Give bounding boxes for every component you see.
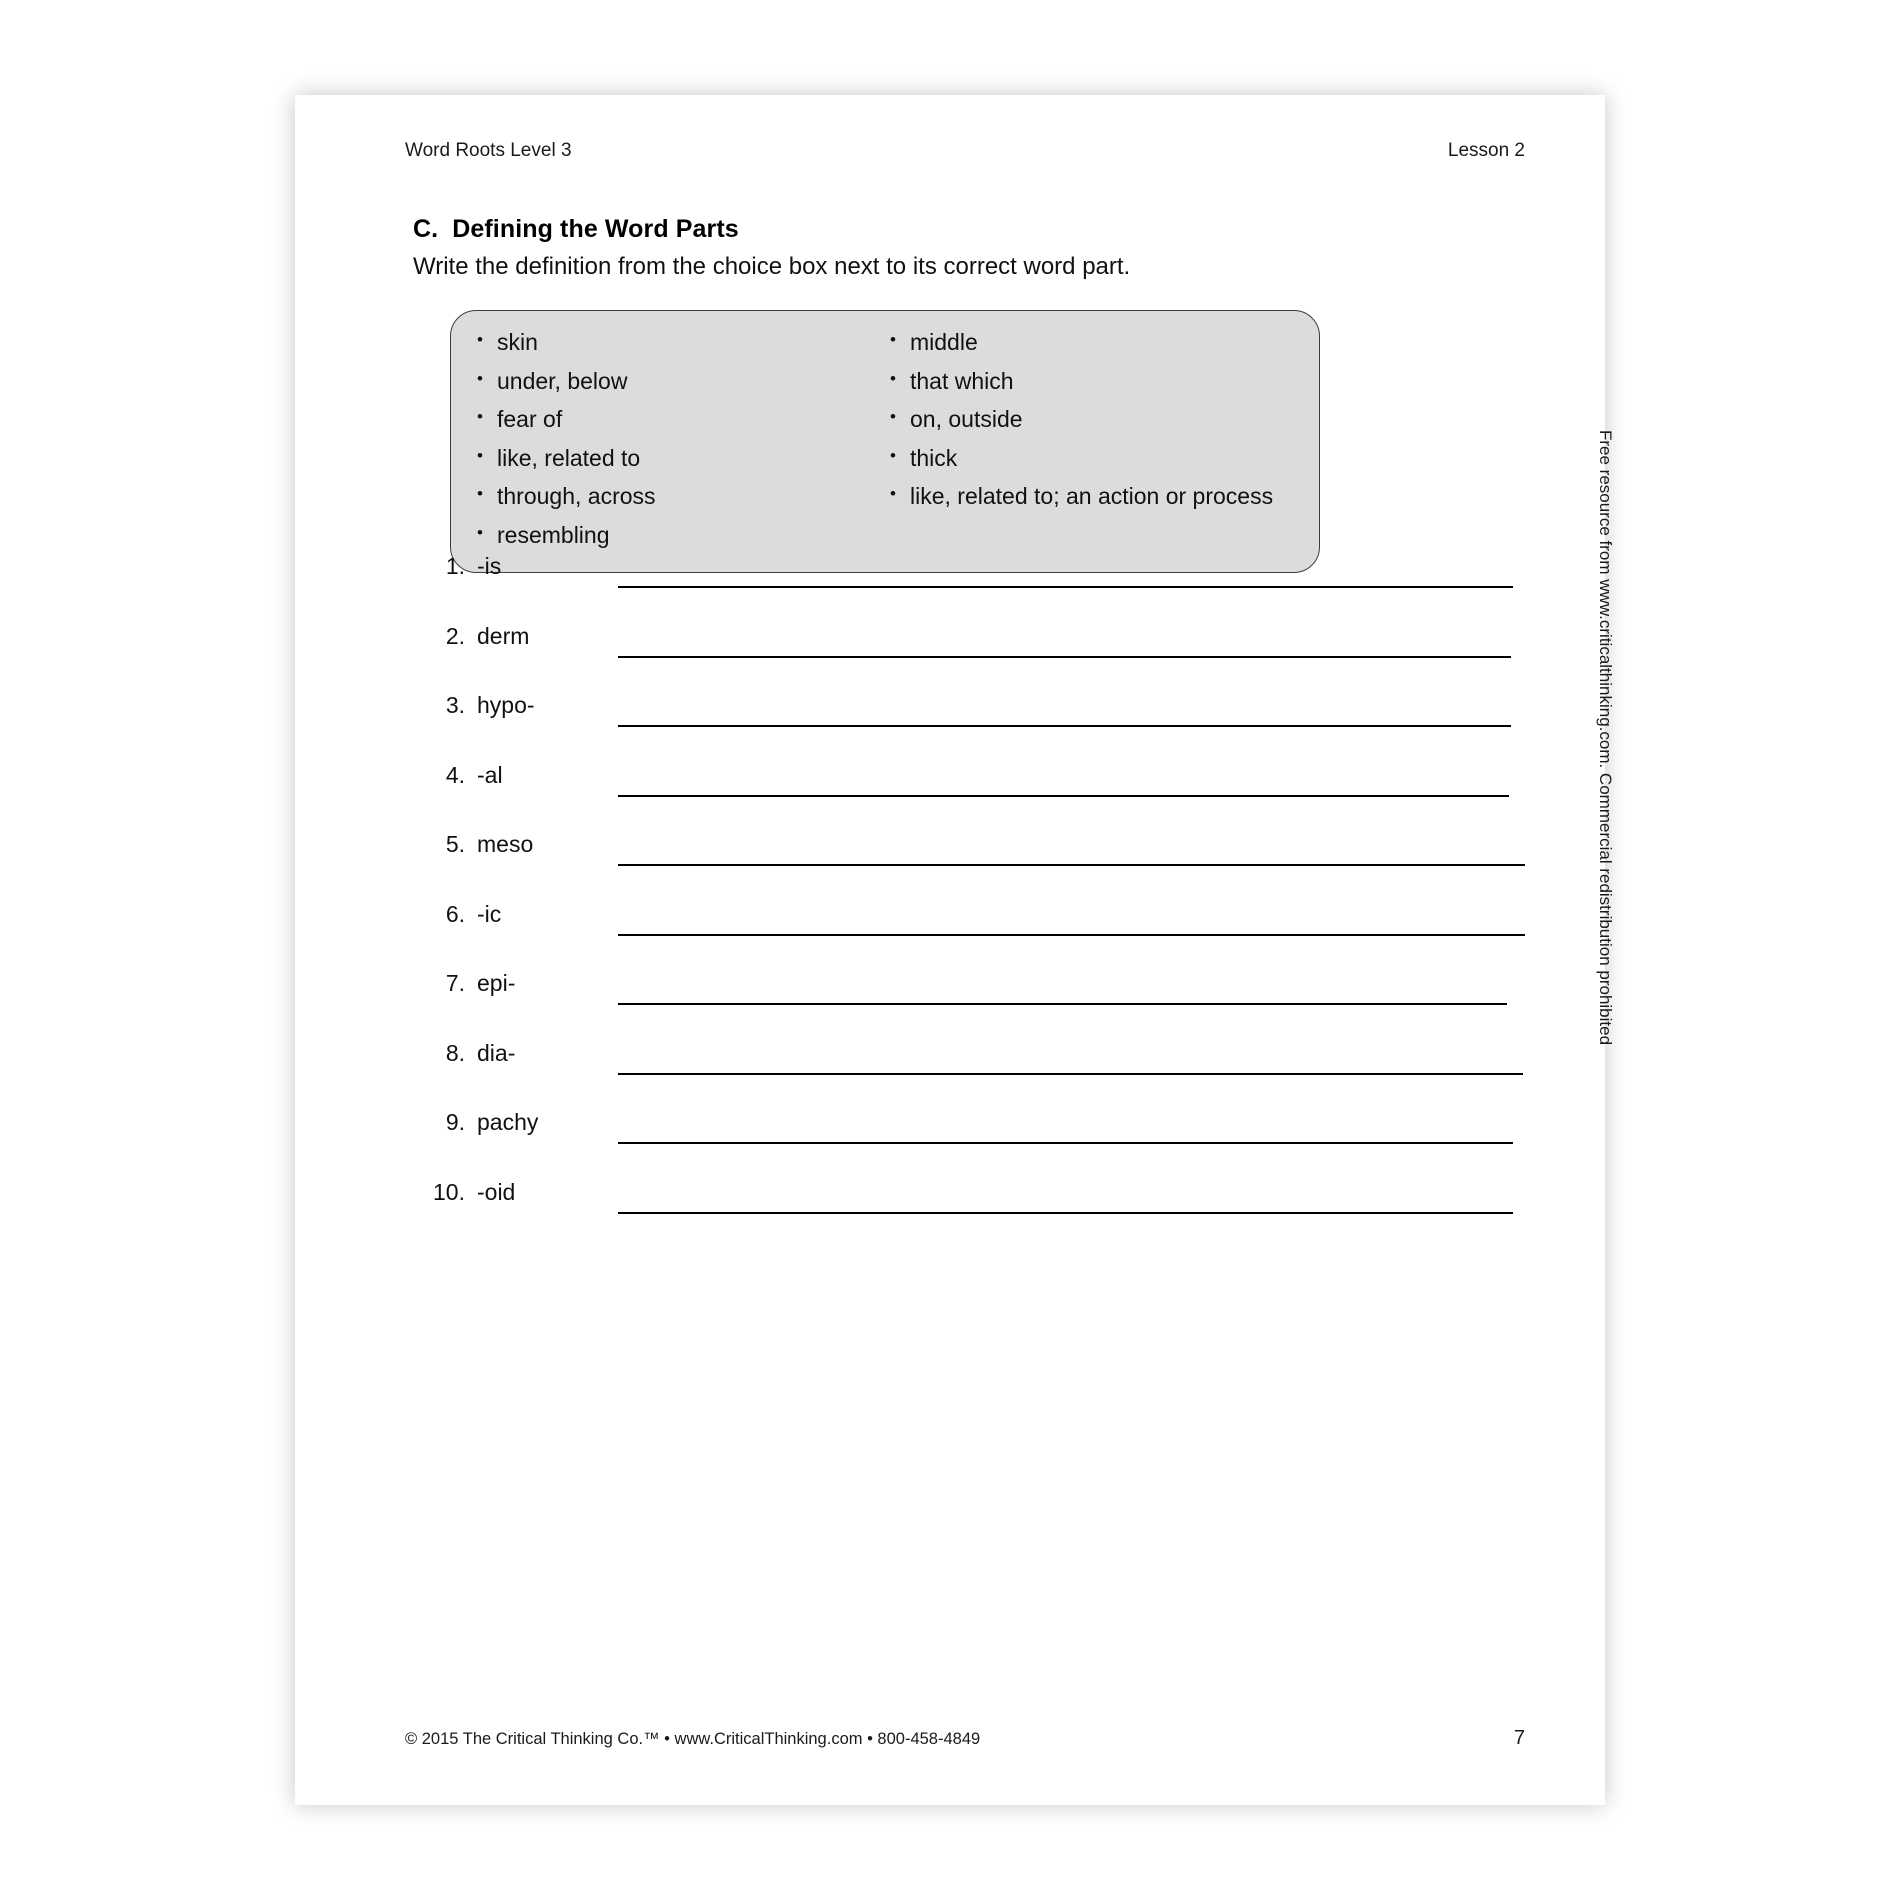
choice-item-label: that which [910, 367, 1014, 394]
answer-blank-line[interactable] [618, 1212, 1513, 1214]
answer-row [413, 1032, 1525, 1102]
answer-word-part: dia- [477, 1039, 516, 1066]
answer-number: 7. [445, 970, 465, 996]
choice-item-label: like, related to; an action or process [910, 483, 1274, 510]
answer-number: 6. [445, 900, 465, 927]
answer-word-part: derm [477, 622, 530, 649]
bullet-icon: • [890, 484, 896, 504]
page-number: 7 [1513, 1727, 1525, 1749]
answer-word-part: -ic [477, 900, 502, 927]
answer-row [413, 1101, 1525, 1171]
bullet-icon: • [477, 407, 483, 427]
answer-blank-line[interactable] [618, 725, 1511, 727]
answer-number: 3. [445, 692, 465, 718]
answer-blank-line[interactable] [618, 795, 1509, 797]
choice-item [477, 483, 880, 511]
choice-item-label: on, outside [910, 406, 1023, 433]
choice-item [890, 483, 1293, 511]
answer-number: 10. [433, 1178, 465, 1205]
page-header [405, 140, 1525, 162]
choice-item [890, 406, 1293, 434]
answer-number: 4. [445, 761, 465, 788]
choice-item [477, 368, 880, 396]
answer-blank-line[interactable] [618, 934, 1525, 936]
answer-word-part: -oid [477, 1178, 516, 1205]
worksheet-page [295, 95, 1605, 1805]
answer-row [413, 962, 1525, 1032]
bullet-icon: • [477, 484, 483, 504]
answer-word-part: epi- [477, 970, 516, 996]
bullet-icon: • [477, 368, 483, 388]
answer-blank-line[interactable] [618, 656, 1511, 658]
answer-blank-line[interactable] [618, 586, 1513, 588]
answer-number: 8. [445, 1039, 465, 1066]
answer-word-part: -al [477, 761, 503, 788]
answer-word-part: pachy [477, 1109, 539, 1135]
choice-item [890, 329, 1293, 357]
choice-item-label: like, related to [497, 444, 641, 471]
choice-item-label: through, across [497, 483, 656, 510]
footer-copyright: © 2015 The Critical Thinking Co.™ • www.CriticalThinking.com • 800-458-4849 [405, 1730, 981, 1748]
bullet-icon: • [477, 522, 483, 542]
section-heading [413, 215, 739, 244]
answer-blank-line[interactable] [618, 1073, 1523, 1075]
choice-item [477, 445, 880, 473]
answer-word-part: -is [477, 553, 502, 579]
answer-row [413, 893, 1525, 963]
choice-item-label: under, below [497, 367, 628, 394]
bullet-icon: • [890, 368, 896, 388]
section-instructions: Write the definition from the choice box next to its correct word part. [413, 253, 1131, 280]
answer-row [413, 684, 1525, 754]
side-notice: Free resource from www.criticalthinking.com. Commercial redistribution prohibited [1596, 430, 1615, 1046]
answer-row [413, 823, 1525, 893]
answer-blank-line[interactable] [618, 864, 1525, 866]
section-letter: C. [413, 215, 439, 243]
choice-box [450, 310, 1320, 573]
answer-blank-line[interactable] [618, 1003, 1507, 1005]
answer-number: 2. [445, 622, 465, 649]
section-title: Defining the Word Parts [452, 215, 739, 243]
choice-item-label: thick [910, 444, 958, 471]
choice-item-label: resembling [497, 521, 610, 548]
bullet-icon: • [890, 445, 896, 465]
answer-row [413, 1171, 1525, 1241]
choice-item-label: skin [497, 329, 538, 355]
answer-row [413, 615, 1525, 685]
bullet-icon: • [477, 445, 483, 465]
answer-number: 9. [445, 1109, 465, 1135]
answer-list [413, 545, 1525, 1240]
answer-row [413, 754, 1525, 824]
choice-item-label: middle [910, 329, 978, 355]
choice-item [890, 445, 1293, 473]
page-surface [295, 95, 1605, 1805]
header-title-left: Word Roots Level 3 [405, 140, 572, 161]
answer-word-part: hypo- [477, 692, 535, 718]
bullet-icon: • [477, 330, 483, 349]
answer-number: 5. [445, 831, 465, 857]
answer-row [413, 545, 1525, 615]
answer-blank-line[interactable] [618, 1142, 1513, 1144]
choice-item [477, 406, 880, 434]
choice-box-right-column [890, 329, 1293, 550]
answer-word-part: meso [477, 831, 534, 857]
choice-item-label: fear of [497, 406, 563, 433]
page-footer [405, 1727, 1525, 1750]
choice-box-left-column [477, 329, 890, 550]
choice-item [890, 368, 1293, 396]
header-lesson-right: Lesson 2 [1447, 140, 1525, 161]
bullet-icon: • [890, 330, 896, 349]
answer-number: 1. [445, 553, 465, 579]
choice-item [477, 329, 880, 357]
bullet-icon: • [890, 407, 896, 427]
